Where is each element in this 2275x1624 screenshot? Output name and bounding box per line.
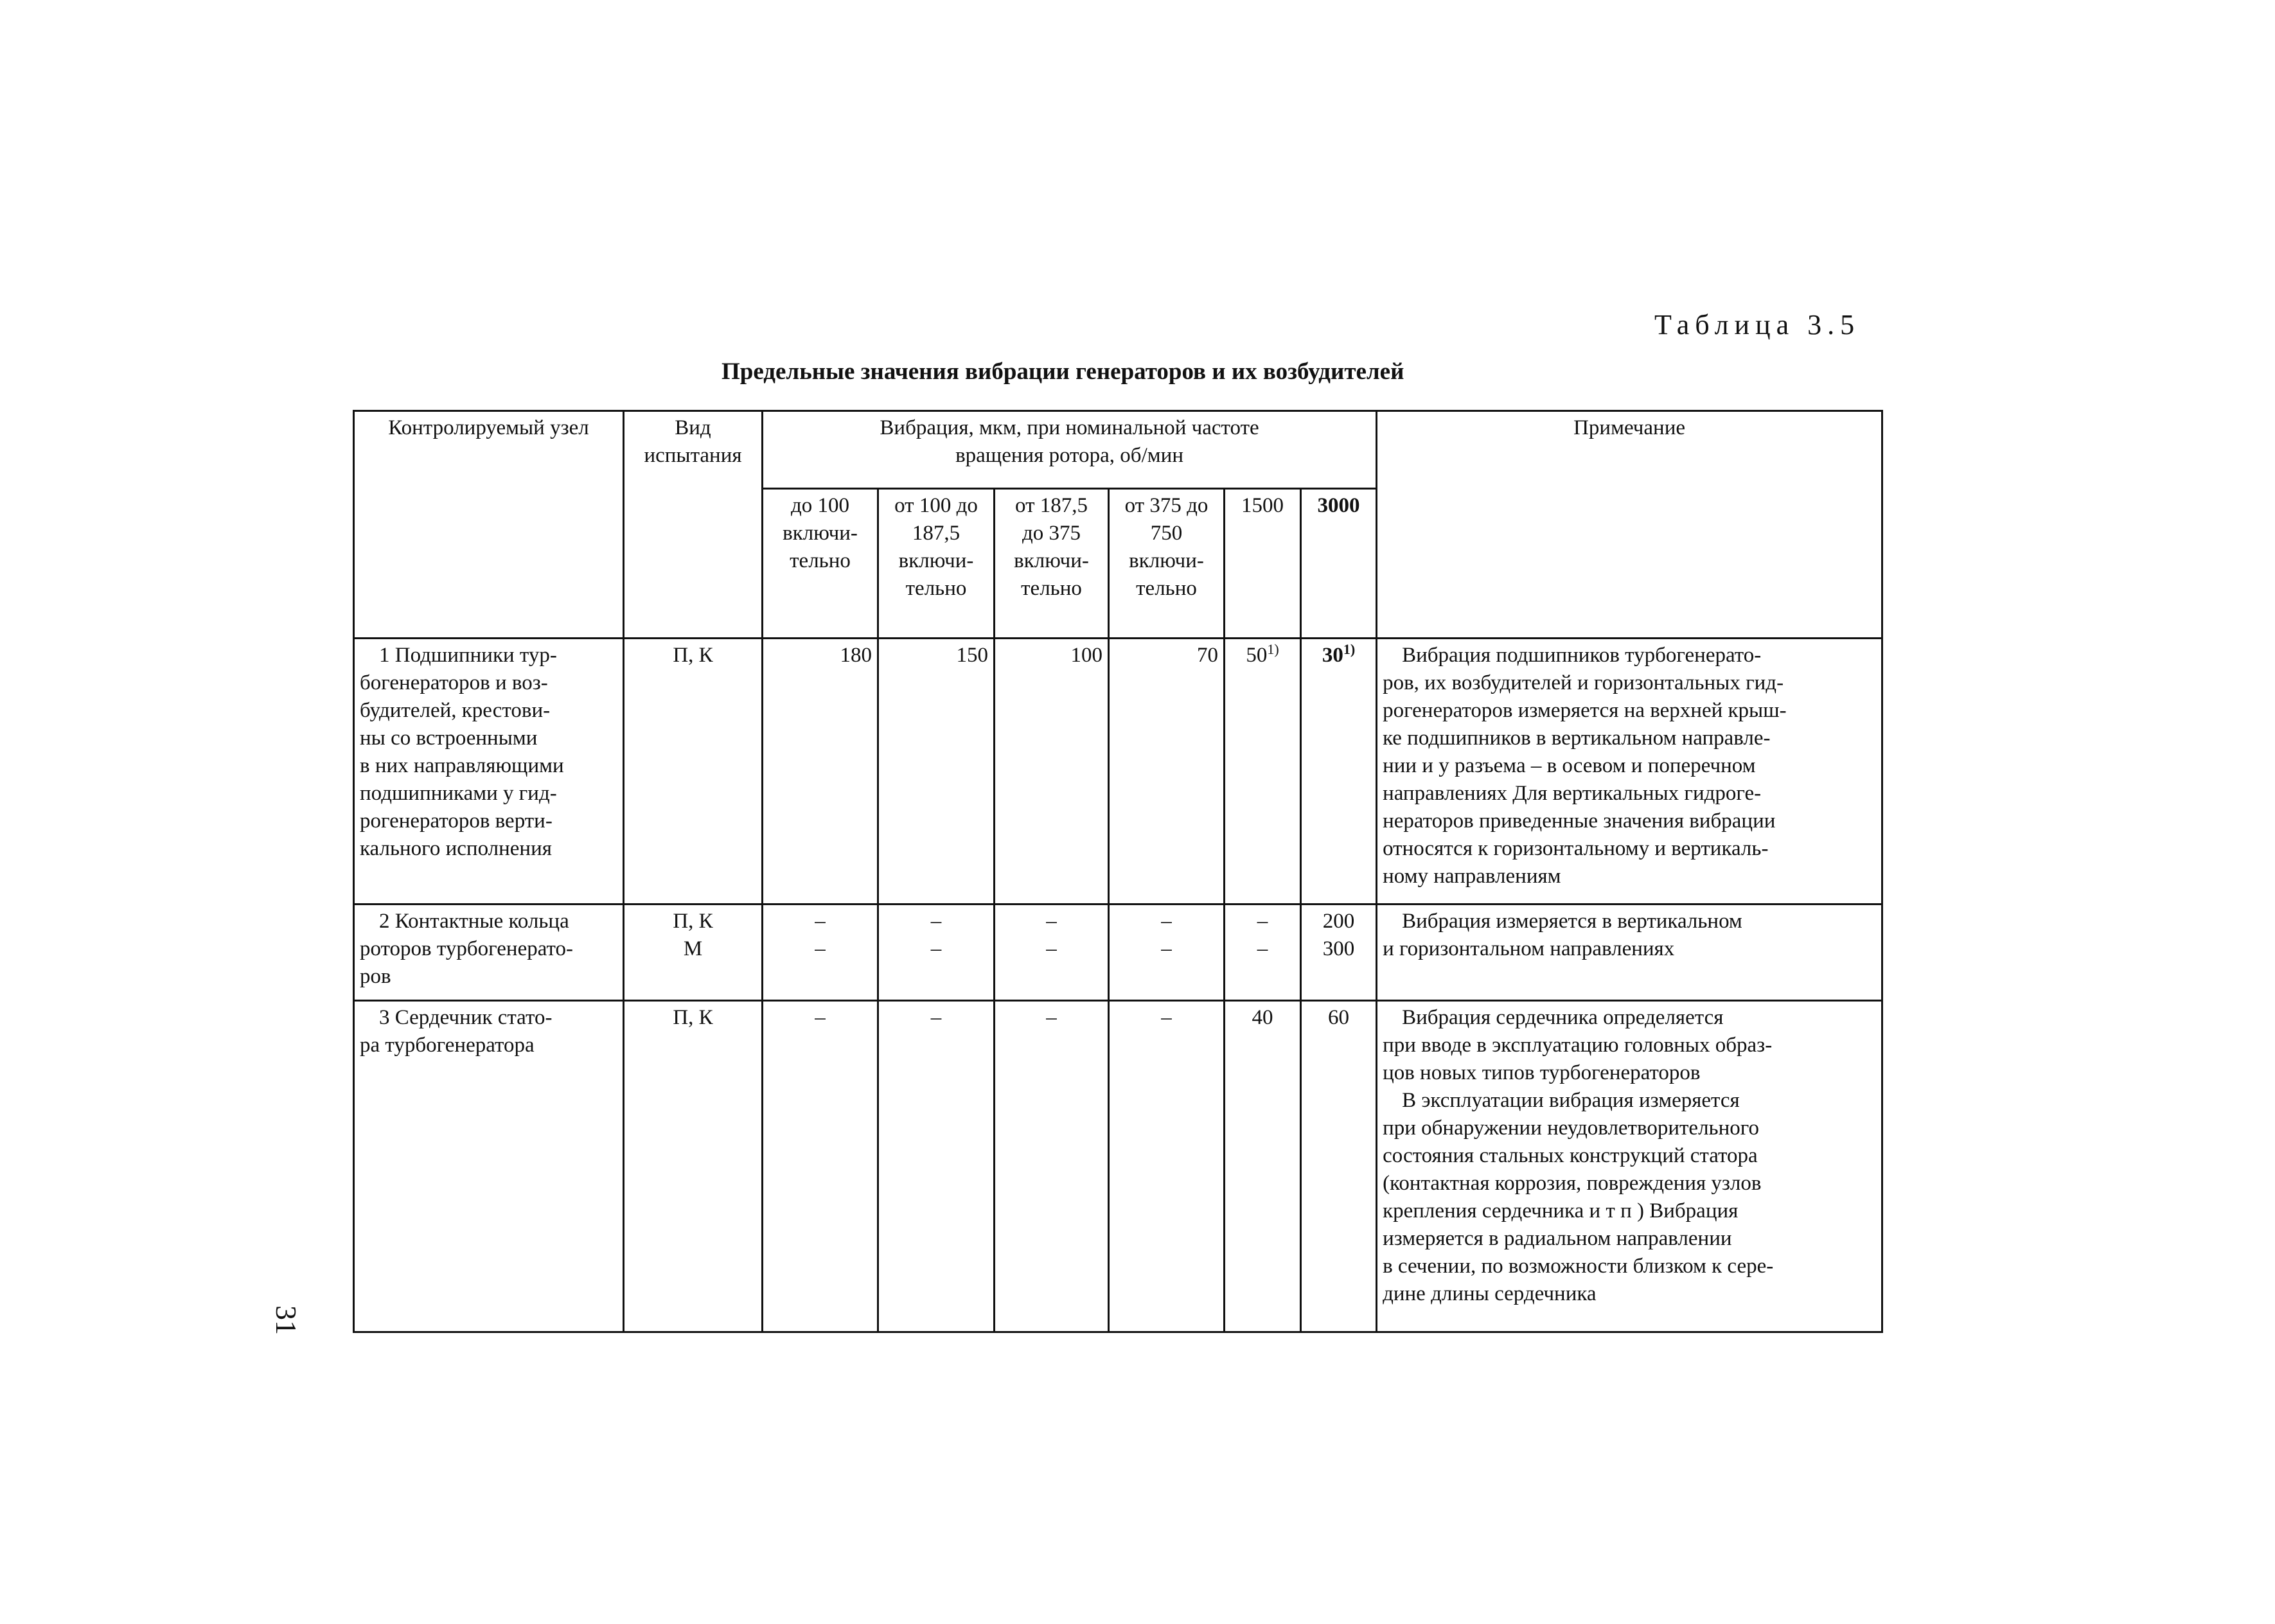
note-line: при обнаружении неудовлетворительного	[1383, 1116, 1759, 1140]
test-type-secondary: М	[683, 937, 703, 960]
note-line: измеряется в радиальном направлении	[1383, 1227, 1732, 1250]
value-cell	[878, 1001, 995, 1332]
header-speed-line: включи-	[898, 549, 974, 572]
header-speed-line: тельно	[1021, 577, 1082, 600]
node-line: ра турбогенератора	[360, 1034, 535, 1057]
node-line: ны со встроенными	[360, 727, 538, 750]
node-line: роторов турбогенерато-	[360, 937, 573, 960]
note-line: и горизонтальном направлениях	[1383, 937, 1675, 960]
test-type-primary: П, К	[673, 910, 713, 933]
footnote-marker: 1)	[1267, 641, 1279, 657]
header-vibration-line: вращения ротора, об/мин	[955, 444, 1183, 467]
note-cell	[1377, 1001, 1882, 1332]
note-line: нераторов приведенные значения вибрации	[1383, 809, 1776, 833]
value-text: –	[1257, 937, 1268, 960]
value-cell	[1225, 905, 1301, 1001]
node-line: 3 Сердечник стато-	[379, 1006, 553, 1029]
header-note	[1377, 411, 1882, 639]
value-cell	[1225, 1001, 1301, 1332]
note-line: в сечении, по возможности близком к сере-	[1383, 1255, 1774, 1278]
value-text: –	[1046, 1006, 1057, 1029]
value-text: 60	[1328, 1006, 1350, 1029]
header-speed-line: до 100	[790, 494, 850, 517]
test-type-cell	[624, 905, 763, 1001]
value-cell	[878, 905, 995, 1001]
header-node-label: Контролируемый узел	[388, 416, 589, 439]
value-text: –	[1161, 937, 1172, 960]
header-speed-line: от 100 до	[894, 494, 978, 517]
note-line: относятся к горизонтальному и вертикаль-	[1383, 837, 1769, 860]
value-cell	[1109, 905, 1225, 1001]
table-title: Предельные значения вибрации генераторов и их возбудителей	[721, 358, 1404, 385]
node-cell	[354, 1001, 624, 1332]
note-line: Вибрация измеряется в вертикальном	[1402, 910, 1742, 933]
value-text: –	[930, 1006, 942, 1029]
node-line: 1 Подшипники тур-	[379, 644, 557, 667]
value-text: 100	[1070, 644, 1102, 667]
node-cell	[354, 639, 624, 905]
node-line: богенераторов и воз-	[360, 671, 548, 694]
note-line: ному направлениям	[1383, 865, 1561, 888]
header-speed-line: от 375 до	[1124, 494, 1208, 517]
value-text: 40	[1252, 1006, 1273, 1029]
vibration-limits-table	[353, 410, 1883, 1333]
table-row	[354, 1001, 1882, 1332]
header-speed-line: включи-	[1129, 549, 1204, 572]
node-line: рогенераторов верти-	[360, 809, 553, 833]
header-speed-range	[878, 489, 995, 639]
header-speed-range	[995, 489, 1109, 639]
header-note-label: Примечание	[1573, 416, 1686, 439]
header-speed-line: до 375	[1022, 522, 1081, 545]
test-type-cell	[624, 639, 763, 905]
value-cell	[878, 639, 995, 905]
value-cell	[995, 905, 1109, 1001]
test-type-primary: П, К	[673, 644, 713, 667]
header-speed-line: тельно	[790, 549, 851, 572]
footnote-marker: 1)	[1343, 641, 1356, 657]
header-test-type-line: Вид	[675, 416, 711, 439]
value-text: –	[1046, 910, 1057, 933]
value-cell	[1301, 905, 1377, 1001]
note-line: цов новых типов турбогенераторов	[1383, 1061, 1701, 1084]
node-line: будителей, крестови-	[360, 699, 551, 722]
value-text: –	[815, 1006, 826, 1029]
header-speed-line: 187,5	[912, 522, 960, 545]
value-text: –	[1046, 937, 1057, 960]
test-type-primary: П, К	[673, 1006, 713, 1029]
value-cell	[1301, 1001, 1377, 1332]
header-speed-line: от 187,5	[1015, 494, 1088, 517]
value-text: –	[815, 937, 826, 960]
value-cell	[763, 1001, 878, 1332]
table-number-label: Таблица 3.5	[1654, 309, 1861, 340]
value-text: 150	[956, 644, 988, 667]
value-cell	[1109, 1001, 1225, 1332]
header-node	[354, 411, 624, 639]
note-line: дине длины сердечника	[1383, 1282, 1597, 1305]
value-text: 200	[1322, 910, 1355, 933]
note-line: рогенераторов измеряется на верхней крыш-	[1383, 699, 1787, 722]
test-type-cell	[624, 1001, 763, 1332]
page-number: 31	[270, 1305, 303, 1335]
header-speed-range	[1301, 489, 1377, 639]
value-cell	[763, 905, 878, 1001]
value-text: –	[930, 910, 942, 933]
note-line: при вводе в эксплуатацию головных образ-	[1383, 1034, 1773, 1057]
note-line: Вибрация сердечника определяется	[1402, 1006, 1724, 1029]
node-line: 2 Контактные кольца	[379, 910, 569, 933]
node-line: кального исполнения	[360, 837, 552, 860]
node-line: ров	[360, 965, 391, 988]
header-speed-line: тельно	[905, 577, 967, 600]
table-row	[354, 905, 1882, 1001]
note-line: В эксплуатации вибрация измеряется	[1402, 1089, 1740, 1112]
note-cell	[1377, 639, 1882, 905]
header-test-type-line: испытания	[644, 444, 742, 467]
header-vibration-line: Вибрация, мкм, при номинальной частоте	[880, 416, 1259, 439]
header-speed-line: 1500	[1241, 494, 1284, 517]
note-cell	[1377, 905, 1882, 1001]
node-line: подшипниками у гид-	[360, 782, 557, 805]
note-line: Вибрация подшипников турбогенерато-	[1402, 644, 1762, 667]
note-line: крепления сердечника и т п ) Вибрация	[1383, 1199, 1739, 1222]
note-line: (контактная коррозия, повреждения узлов	[1383, 1172, 1762, 1195]
value-text: 30	[1322, 644, 1343, 667]
note-line: нии и у разъема – в осевом и поперечном	[1383, 754, 1756, 777]
value-text: –	[1257, 910, 1268, 933]
value-cell	[1109, 639, 1225, 905]
node-cell	[354, 905, 624, 1001]
value-text: 50	[1246, 644, 1268, 667]
value-cell	[1225, 639, 1301, 905]
header-speed-line: 750	[1150, 522, 1183, 545]
note-line: состояния стальных конструкций статора	[1383, 1144, 1758, 1167]
header-speed-line: 3000	[1317, 494, 1360, 517]
table-row	[354, 639, 1882, 905]
header-speed-range	[1109, 489, 1225, 639]
value-text: –	[1161, 910, 1172, 933]
header-speed-line: включи-	[783, 522, 858, 545]
note-line: ке подшипников в вертикальном направле-	[1383, 727, 1771, 750]
header-vibration-group	[763, 411, 1377, 489]
note-line: направлениях Для вертикальных гидроге-	[1383, 782, 1762, 805]
header-speed-range	[1225, 489, 1301, 639]
value-cell	[995, 639, 1109, 905]
value-text: –	[1161, 1006, 1172, 1029]
header-test-type	[624, 411, 763, 639]
value-text: 300	[1322, 937, 1355, 960]
value-text: 70	[1197, 644, 1218, 667]
header-speed-range	[763, 489, 878, 639]
header-speed-line: тельно	[1136, 577, 1197, 600]
value-cell	[1301, 639, 1377, 905]
value-text: –	[930, 937, 942, 960]
value-cell	[995, 1001, 1109, 1332]
header-speed-line: включи-	[1014, 549, 1089, 572]
value-text: 180	[840, 644, 872, 667]
note-line: ров, их возбудителей и горизонтальных гид-	[1383, 671, 1784, 694]
value-cell	[763, 639, 878, 905]
value-text: –	[815, 910, 826, 933]
node-line: в них направляющими	[360, 754, 564, 777]
